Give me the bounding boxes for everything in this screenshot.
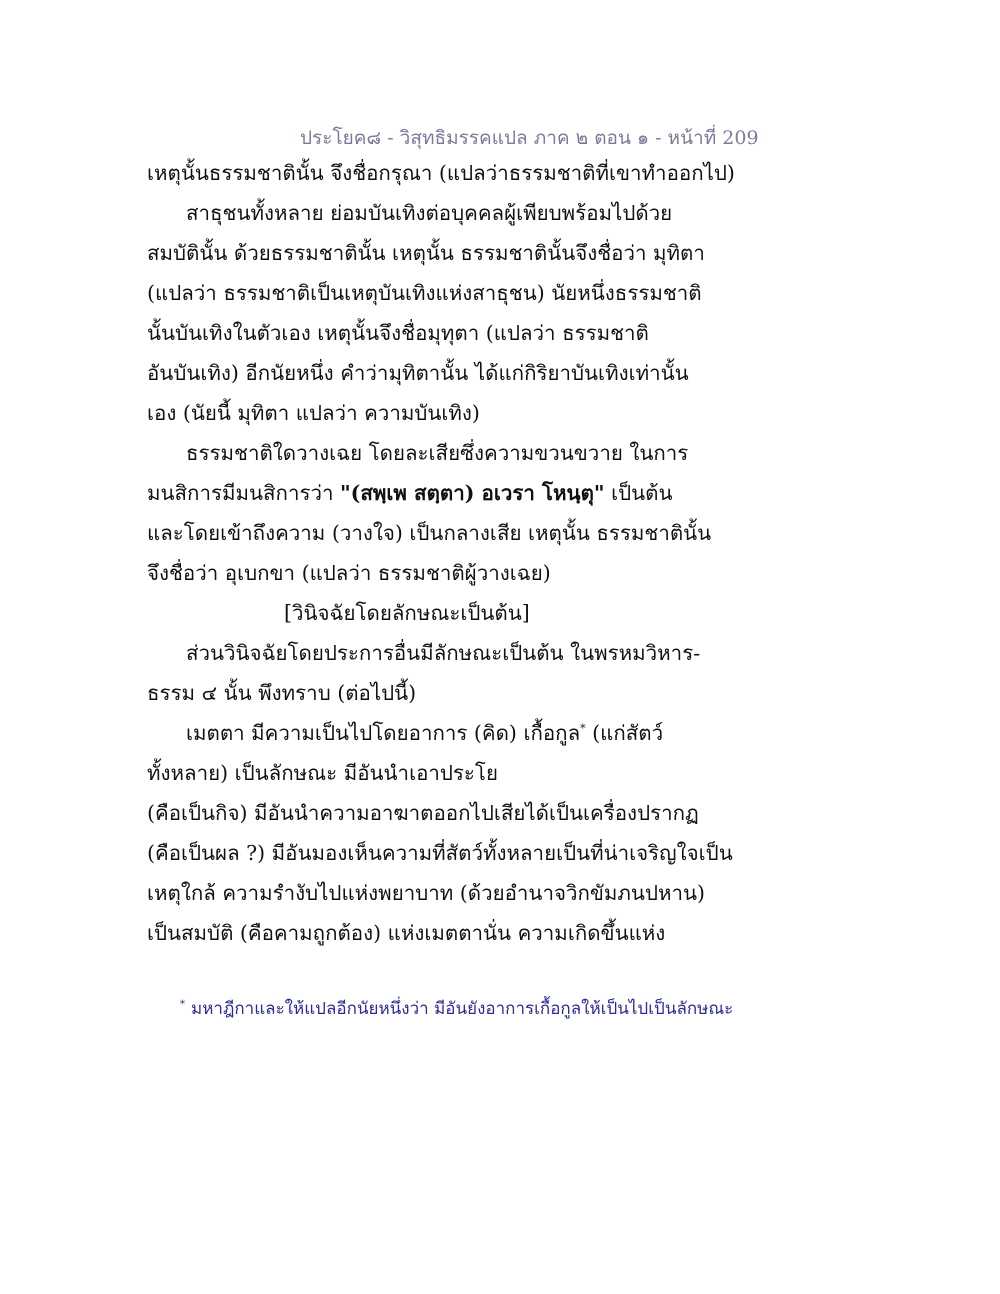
footnote-text: มหาฎีกาและให้แปลอีกนัยหนึ่งว่า มีอันยังอาการเกื้อกูลให้เป็นไปเป็นลักษณะ bbox=[191, 999, 734, 1019]
body-line: อันบันเทิง) อีกนัยหนึ่ง คำว่ามุทิตานั้น ได้แก่กิริยาบันเทิงเท่านั้น bbox=[147, 361, 689, 385]
body-line: (แปลว่า ธรรมชาติเป็นเหตุบันเทิงแห่งสาธุชน) นัยหนึ่งธรรมชาติ bbox=[147, 281, 702, 305]
body-line: ทั้งหลาย) เป็นลักษณะ มีอันนำเอาประโย bbox=[147, 761, 498, 785]
body-line: เหตุใกล้ ความรำงับไปแห่งพยาบาท (ด้วยอำนาจวิกขัมภนปหาน) bbox=[147, 881, 705, 905]
body-line: เหตุนั้นธรรมชาตินั้น จึงชื่อกรุณา (แปลว่าธรรมชาติที่เขาทำออกไป) bbox=[147, 161, 735, 185]
body-line-text: เป็นต้น bbox=[604, 481, 673, 505]
body-line: และโดยเข้าถึงความ (วางใจ) เป็นกลางเสีย เหตุนั้น ธรรมชาตินั้น bbox=[147, 521, 712, 545]
body-line: เป็นสมบัติ (คือคามถูกต้อง) แห่งเมตตานั่น ความเกิดขึ้นแห่ง bbox=[147, 921, 666, 945]
footnote bbox=[180, 995, 733, 1022]
body-line: (คือเป็นกิจ) มีอันนำความอาฆาตออกไปเสียได้เป็นเครื่องปรากฏ bbox=[147, 801, 699, 825]
body-line-text: มนสิการมีมนสิการว่า bbox=[147, 481, 340, 505]
body-line: สาธุชนทั้งหลาย ย่อมบันเทิงต่อบุคคลผู้เพียบพร้อมไปด้วย bbox=[186, 201, 673, 225]
body-line: นั้นบันเทิงในตัวเอง เหตุนั้นจึงชื่อมุทุตา (แปลว่า ธรรมชาติ bbox=[147, 321, 649, 345]
body-line: ส่วนวินิจฉัยโดยประการอื่นมีลักษณะเป็นต้น ในพรหมวิหาร- bbox=[186, 641, 701, 665]
body-line: จึงชื่อว่า อุเบกขา (แปลว่า ธรรมชาติผู้วางเฉย) bbox=[147, 561, 551, 585]
footnote-reference: * bbox=[580, 722, 586, 736]
body-line: ธรรมชาติใดวางเฉย โดยละเสียซึ่งความขวนขวาย ในการ bbox=[186, 441, 689, 465]
footnote-mark: * bbox=[180, 999, 185, 1011]
body-line: (คือเป็นผล ?) มีอันมองเห็นความที่สัตว์ทั้งหลายเป็นที่น่าเจริญใจเป็น bbox=[147, 841, 733, 865]
section-heading: [วินิจฉัยโดยลักษณะเป็นต้น] bbox=[284, 601, 530, 625]
body-line-text: (แก่สัตว์ bbox=[585, 721, 664, 745]
body-line-text: เมตตา มีความเป็นไปโดยอาการ (คิด) เกื้อกูล bbox=[186, 721, 581, 745]
pali-quote: "(สพฺเพ สตฺตา) อเวรา โหนฺตุ" bbox=[340, 481, 605, 505]
page-header: ประโยค๘ - วิสุทธิมรรคแปล ภาค ๒ ตอน ๑ - หน้าที่ 209 bbox=[300, 127, 759, 149]
body-line bbox=[147, 483, 672, 504]
body-line: เอง (นัยนี้ มุทิตา แปลว่า ความบันเทิง) bbox=[147, 401, 480, 425]
body-line: สมบัตินั้น ด้วยธรรมชาตินั้น เหตุนั้น ธรรมชาตินั้นจึงชื่อว่า มุทิตา bbox=[147, 241, 705, 265]
body-line: ธรรม ๔ นั้น พึงทราบ (ต่อไปนี้) bbox=[147, 681, 417, 705]
body-line bbox=[186, 723, 663, 744]
